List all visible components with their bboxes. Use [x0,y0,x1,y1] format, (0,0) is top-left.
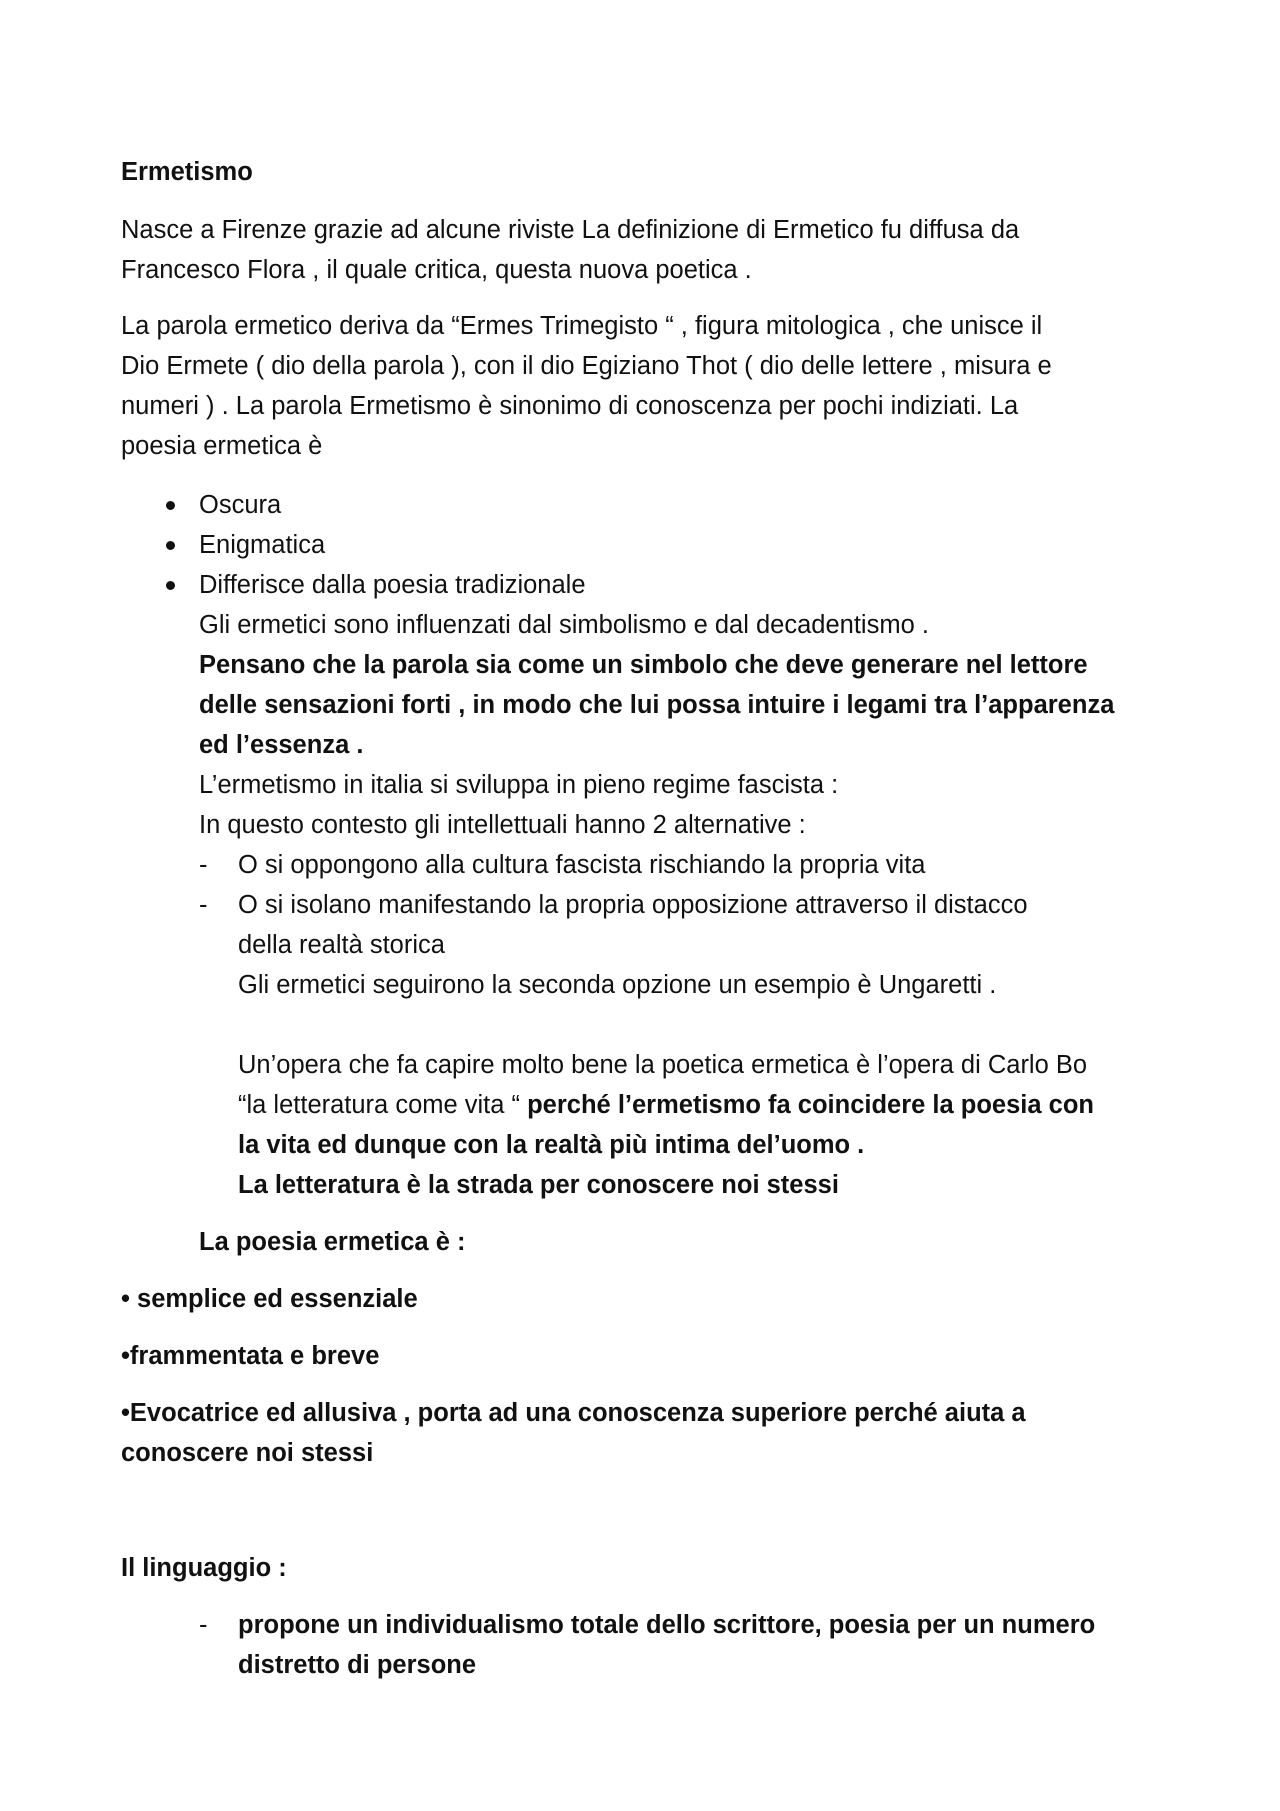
carlo-bo-line: la vita ed dunque con la realtà più intima del’uomo . [238,1131,865,1159]
trait-item: Enigmatica [199,531,326,559]
symbol-line: ed l’essenza . [199,731,364,759]
document-title: Ermetismo [121,158,253,186]
poetry-trait: •frammentata e breve [121,1342,380,1370]
carlo-bo-line: La letteratura è la strada per conoscere noi stessi [238,1171,839,1199]
context-line: L’ermetismo in italia si sviluppa in pieno regime fascista : [199,771,839,799]
carlo-bo-bold: perché l’ermetismo fa coincidere la poesia con [527,1091,1094,1119]
bullet-icon [166,501,175,510]
poetry-trait: • semplice ed essenziale [121,1285,418,1313]
language-point: distretto di persone [238,1651,477,1679]
trait-item: Differisce dalla poesia tradizionale [199,571,586,599]
influence-text: Gli ermetici sono influenzati dal simbolismo e dal decadentismo . [199,611,929,639]
carlo-bo-line [238,1085,1094,1125]
origin-line: poesia ermetica è [121,432,323,460]
origin-line: Dio Ermete ( dio della parola ), con il dio Egiziano Thot ( dio delle lettere , misura e [121,352,1052,380]
dash-marker: - [199,1611,208,1639]
dash-marker: - [199,851,208,879]
alternative-item: O si oppongono alla cultura fascista rischiando la propria vita [238,851,926,879]
intro-line: Francesco Flora , il quale critica, questa nuova poetica . [121,256,752,284]
symbol-line: delle sensazioni forti , in modo che lui possa intuire i legami tra l’apparenza [199,691,1115,719]
alternative-item: della realtà storica [238,931,445,959]
trait-item: Oscura [199,491,282,519]
intro-line: Nasce a Firenze grazie ad alcune riviste La definizione di Ermetico fu diffusa da [121,216,1020,244]
context-line: In questo contesto gli intellettuali hanno 2 alternative : [199,811,806,839]
poetry-trait: conoscere noi stessi [121,1439,374,1467]
carlo-bo-title: “la letteratura come vita “ [238,1091,528,1119]
bullet-icon [166,541,175,550]
dash-marker: - [199,891,208,919]
origin-line: La parola ermetico deriva da “Ermes Trimegisto “ , figura mitologica , che unisce il [121,312,1043,340]
origin-line: numeri ) . La parola Ermetismo è sinonimo di conoscenza per pochi indiziati. La [121,392,1019,420]
alternative-item: O si isolano manifestando la propria opposizione attraverso il distacco [238,891,1028,919]
poetry-trait: •Evocatrice ed allusiva , porta ad una conoscenza superiore perché aiuta a [121,1399,1026,1427]
poetry-heading: La poesia ermetica è : [199,1228,466,1256]
bullet-icon [166,581,175,590]
language-heading: Il linguaggio : [121,1554,287,1582]
symbol-line: Pensano che la parola sia come un simbolo che deve generare nel lettore [199,651,1088,679]
alternative-choice: Gli ermetici seguirono la seconda opzione un esempio è Ungaretti . [238,971,997,999]
language-point: propone un individualismo totale dello scrittore, poesia per un numero [238,1611,1096,1639]
carlo-bo-line: Un’opera che fa capire molto bene la poetica ermetica è l’opera di Carlo Bo [238,1051,1088,1079]
